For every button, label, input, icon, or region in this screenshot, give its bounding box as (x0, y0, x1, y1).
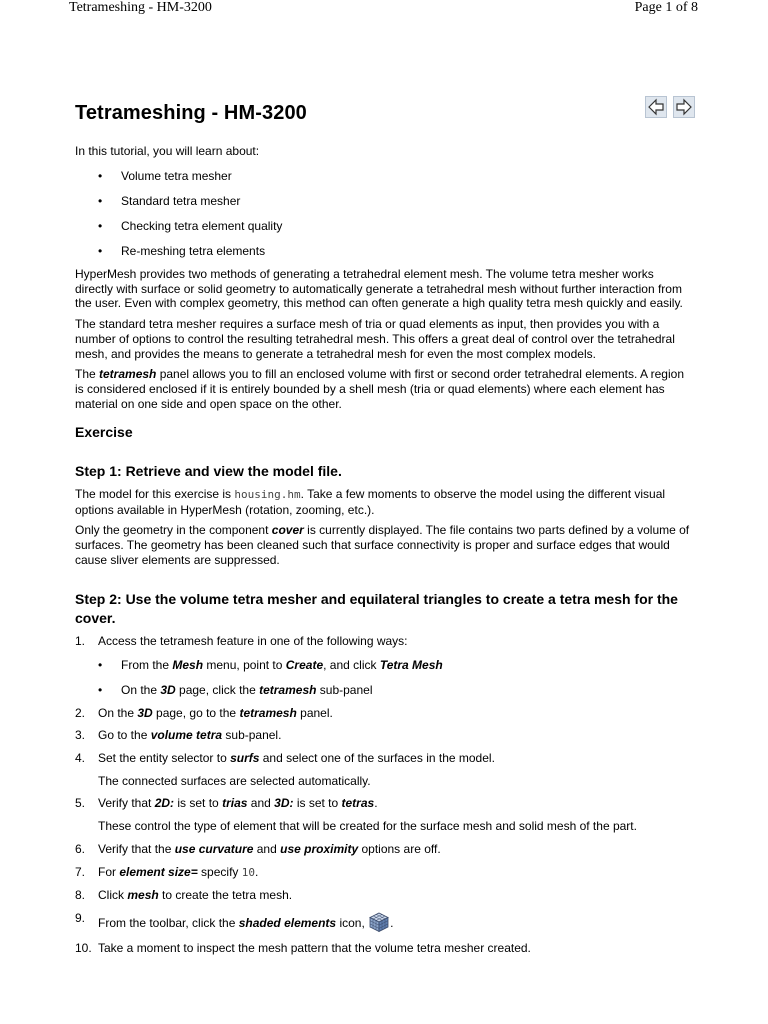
paragraph: The model for this exercise is housing.hm. Take a few moments to observe the model using the different visual options available in HyperMesh (rotation, zooming, etc.). (75, 487, 666, 517)
list-item: • Volume tetra mesher (75, 169, 695, 184)
paragraph: The standard tetra mesher requires a surface mesh of tria or quad elements as input, then provides you with a number of options to control the resulting tetrahedral mesh. This offers a great deal of control over the tetrahedral mesh, and provides the means to generate a tetrahedral mesh for even the most complex models. (75, 317, 675, 361)
list-item: 10. Take a moment to inspect the mesh pattern that the volume tetra mesher created. (75, 941, 531, 955)
list-item: 2. On the 3D page, go to the tetramesh panel. (75, 705, 333, 720)
list-item: 1. Access the tetramesh feature in one of the following ways: • From the Mesh menu, point to Create, and click Tetra Mesh • On the 3D page, click the tetramesh sub-panel (75, 634, 695, 698)
list-item: • Checking tetra element quality (75, 219, 695, 234)
list-item: 3. Go to the volume tetra sub-panel. (75, 728, 282, 743)
list-item: • From the Mesh menu, point to Create, and click Tetra Mesh (98, 658, 695, 673)
running-header-title: Tetrameshing - HM-3200 (69, 0, 212, 15)
step1-heading: Step 1: Retrieve and view the model file. (75, 463, 342, 480)
list-item: 7. For element size= specify 10. (75, 864, 259, 879)
forward-arrow-icon[interactable] (673, 96, 695, 118)
list-item: 5. Verify that 2D: is set to trias and 3D: is set to tetras. These control the type of element that will be created for the surface mesh and solid mesh of the part. (75, 796, 637, 834)
step-list (75, 634, 695, 956)
page-title: Tetrameshing - HM-3200 (75, 102, 307, 124)
paragraph: The tetramesh panel allows you to fill an enclosed volume with first or second order tetrahedral elements. A region is considered enclosed if it is entirely bounded by a shell mesh (tria or quad elements) where each element has material on one side and open space on the other. (75, 367, 684, 411)
exercise-heading: Exercise (75, 424, 133, 441)
shaded-elements-cube-icon (368, 911, 390, 933)
intro-text: In this tutorial, you will learn about: (75, 144, 260, 158)
topic-list (75, 169, 695, 259)
file-name: housing.hm (234, 488, 301, 502)
list-item: 8. Click mesh to create the tetra mesh. (75, 888, 293, 903)
back-arrow-icon[interactable] (645, 96, 667, 118)
document-body (75, 144, 695, 964)
step2-heading: Step 2: Use the volume tetra mesher and equilateral triangles to create a tetra mesh for the cover. (75, 590, 678, 626)
list-item: 4. Set the entity selector to surfs and select one of the surfaces in the model. The connected surfaces are selected automatically. (75, 751, 495, 788)
paragraph: HyperMesh provides two methods of generating a tetrahedral element mesh. The volume tetra mesher works directly with surface or solid geometry to automatically generate a tetrahedral mesh without further interaction from the user. Even with complex geometry, this method can often generate a high quality tetra mesh quickly and easily. (75, 267, 683, 311)
list-item: 9. From the toolbar, click the shaded elements icon, . (75, 911, 695, 933)
list-item: • Standard tetra mesher (75, 194, 695, 209)
page-number: Page 1 of 8 (634, 0, 698, 15)
list-item: 6. Verify that the use curvature and use proximity options are off. (75, 841, 441, 856)
paragraph: Only the geometry in the component cover is currently displayed. The file contains two parts defined by a volume of surfaces. The geometry has been cleaned such that surface connectivity is proper and surface edges that would cause sliver elements are suppressed. (75, 523, 690, 567)
list-item: • Re-meshing tetra elements (75, 244, 695, 259)
list-item: • On the 3D page, click the tetramesh sub-panel (98, 683, 695, 698)
